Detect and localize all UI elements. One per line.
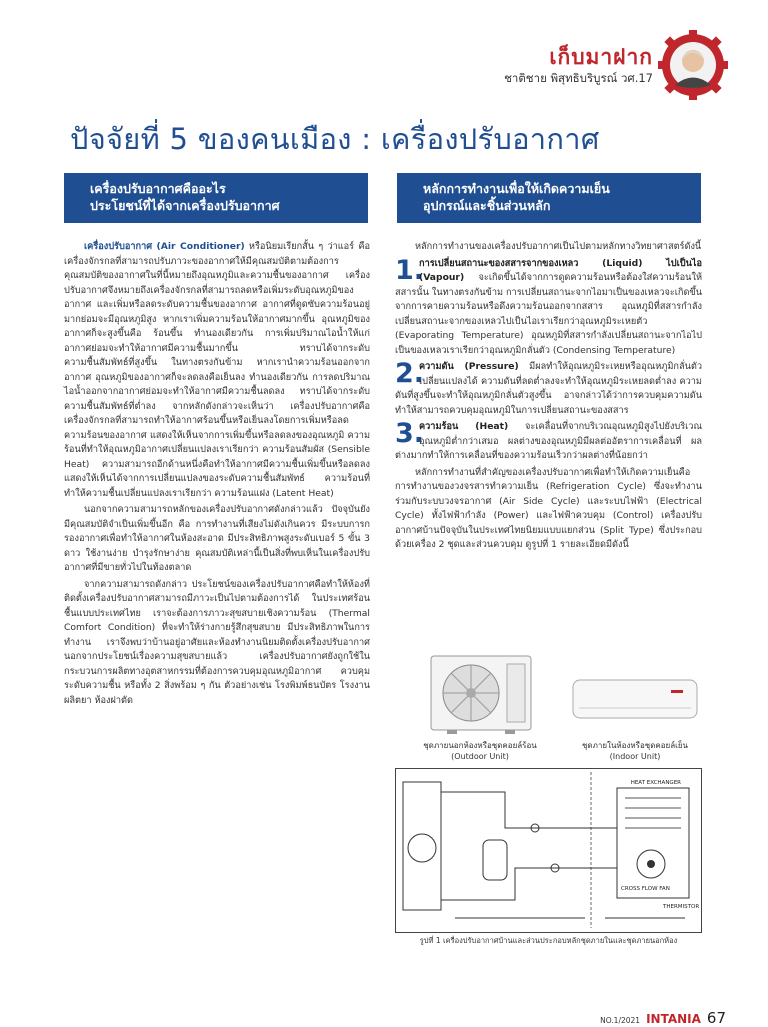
principle-item-2 [395, 360, 702, 418]
column-header [504, 44, 653, 86]
principle-item-3 [395, 420, 702, 464]
schematic-label-cross-flow-fan: CROSS FLOW FAN [621, 886, 670, 892]
outdoor-caption-en: (Outdoor Unit) [451, 752, 509, 761]
refrigeration-schematic [395, 768, 702, 933]
outdoor-unit-caption [405, 740, 555, 762]
indoor-unit-image [571, 676, 699, 724]
item-number: 2. [395, 358, 425, 389]
column-author: ชาติชาย พิสุทธิบริบูรณ์ วศ.17 [504, 71, 653, 85]
right-column [395, 240, 702, 555]
page-footer [600, 1009, 726, 1027]
item-body: จะเคลื่อนที่จากบริเวณอุณหภูมิสูงไปยังบริเวณอุณหภูมิต่ำกว่าเสมอ ผลต่างของอุณหภูมิมีผลต่ออัตราการเคลื่อนที่ ผลต่างมากทำให้การเคลื่อนที่ของความร้อนเร็วกว่าผลต่างที่น้อยกว่า [395, 421, 702, 461]
left-column [64, 240, 370, 710]
item-number: 3. [395, 418, 425, 449]
left-paragraph-1 [64, 240, 370, 501]
issue-number: NO.1/2021 [600, 1016, 641, 1025]
right-paragraph-after: หลักการทำงานที่สำคัญของเครื่องปรับอากาศเพื่อทำให้เกิดความเย็นคือ การทำงานของวงจรสารทำความเย็น (Refrigeration Cycle) ซึ่งจะทำงานร่วมกับระบบวงจรอากาศ (Air Side Cycle) และระบบไฟฟ้า (Electrical Cycle) ทั้งไฟฟ้ากำลัง (Power) และไฟฟ้าควบคุม (Control) เครื่องปรับอากาศบ้านปัจจุบันในประเทศไทยนิยมแบบแยกส่วน (Split Type) ซึ่งประกอบด้วยเครื่อง 2 ชุดและส่วนควบคุม ดูรูปที่ 1 รายละเอียดมีดังนี้ [395, 466, 702, 550]
outdoor-unit-image [427, 654, 535, 736]
item-number: 1. [395, 254, 425, 286]
term-air-conditioner: เครื่องปรับอากาศ (Air Conditioner) [84, 241, 245, 252]
page-title: ปัจจัยที่ 5 ของคนเมือง : เครื่องปรับอากาศ [70, 122, 600, 156]
indoor-caption-en: (Indoor Unit) [609, 752, 661, 761]
schematic-label-heat-exchanger: HEAT EXCHANGER [630, 780, 681, 786]
right-section-heading [397, 173, 701, 223]
figure-caption: รูปที่ 1 เครื่องปรับอากาศบ้านและส่วนประกอบหลักชุดภายในและชุดภายนอกห้อง [419, 936, 678, 945]
item-title: ความร้อน (Heat) [419, 421, 509, 432]
left-paragraph-2: นอกจากความสามารถหลักของเครื่องปรับอากาศดังกล่าวแล้ว ปัจจุบันยังมีคุณสมบัติจำเป็นเพิ่มขึ้นอีก คือ การทำงานที่เสียงไม่ดังเกินควร มีระบบการกรองอากาศเพื่อทำให้อากาศในห้องสะอาด มีประสิทธิภาพสูงระดับเบอร์ 5 ขั้น 3 ดาว ใช้งานง่าย บำรุงรักษาง่าย คุณสมบัติเหล่านี้เป็นสิ่งที่พบเห็นในเครื่องปรับอากาศที่มีขายทั่วไปในท้องตลาด [64, 504, 370, 573]
principle-item-1 [395, 254, 702, 359]
left-paragraph-1-body: หรือนิยมเรียกสั้น ๆ ว่าแอร์ คือเครื่องจักรกลที่สามารถปรับภาวะของอากาศให้มีคุณสมบัติตามต้องการ คุณสมบัติของอากาศในที่นี้หมายถึงอุณหภูมิและความชื้นของอากาศ เครื่องปรับอากาศจึงหมายถึงเครื่องจักรกลที่สามารถลดหรือเพิ่มระดับอุณหภูมิของอากาศ และเพิ่มหรือลดระดับความชื้นของอากาศ อากาศที่ดูดซับความร้อนอยู่มากย่อมจะมีอุณหภูมิสูง หากเราเพิ่มความร้อนให้อากาศมากขึ้น อุณหภูมิของอากาศก็จะสูงขึ้นคือ ร้อนขึ้น ทำนองเดียวกัน การเพิ่มปริมาณไอน้ำให้แก่อากาศย่อมจะทำให้อากาศมีความชื้นมากขึ้น ทราบได้จากระดับความชื้นสัมพัทธ์ที่สูงขึ้น ในทางตรงกันข้าม หากเรานำความร้อนออกจากอากาศ อุณหภูมิของอากาศก็จะลดลงคือเย็นลง ทำนองเดียวกัน การลดปริมาณไอน้ำออกจากอากาศย่อมจะทำให้อากาศมีความชื้นลดลง ทราบได้จากระดับความชื้นสัมพัทธ์ที่ต่ำลง จากหลักดังกล่าวจะเห็นว่า เครื่องปรับอากาศคือเครื่องจักรกลที่สามารถทำให้อากาศร้อนขึ้นหรือเย็นลงโดยการเพิ่มหรือลดความร้อนของอากาศ แสดงให้เห็นจากการเพิ่มขึ้นหรือลดลงของอุณหภูมิ ความร้อนที่ทำให้อุณหภูมิอากาศเปลี่ยนแปลงเราเรียกว่า ความร้อนสัมผัส (Sensible Heat) ความสามารถอีกด้านหนึ่งคือทำให้อากาศมีความชื้นเพิ่มขึ้นหรือลดลง แสดงให้เห็นได้จากการเปลี่ยนแปลงของระดับความชื้นสัมพัทธ์ ความร้อนที่ทำให้ความชื้นเปลี่ยนแปลงเราเรียกว่า ความร้อนแฝง (Latent Heat) [64, 241, 370, 499]
author-avatar [658, 30, 728, 100]
outdoor-caption-th: ชุดภายนอกห้องหรือชุดคอยล์ร้อน [423, 741, 537, 750]
page-number: 67 [706, 1009, 726, 1027]
left-paragraph-3: จากความสามารถดังกล่าว ประโยชน์ของเครื่องปรับอากาศคือทำให้ห้องที่ติดตั้งเครื่องปรับอากาศสามารถมีภาวะเป็นไปตามต้องการได้ ในประเทศร้อนชื้นแบบประเทศไทย เราจะต้องการภาวะสุขสบายเชิงความร้อน (Thermal Comfort Condition) ที่จะทำให้ร่างกายรู้สึกสุขสบาย มีประสิทธิภาพในการทำงาน เราจึงพบว่าบ้านอยู่อาศัยและห้องทำงานนิยมติดตั้งเครื่องปรับอากาศ นอกจากประโยชน์เรื่องความสุขสบายแล้ว เครื่องปรับอากาศยังถูกใช้ในกระบวนการผลิตทางอุตสาหกรรมที่ต้องการควบคุมอุณหภูมิอากาศ ควบคุมระดับความชื้น หรือทั้ง 2 สิ่งพร้อม ๆ กัน ตัวอย่างเช่น โรงพิมพ์ธนบัตร โรงงานผลิตยา ห้องผ่าตัด [64, 578, 370, 706]
item-body: มีผลทำให้อุณหภูมิระเหยหรืออุณหภูมิกลั่นตัวเปลี่ยนแปลงได้ ความดันที่ลดต่ำลงจะทำให้อุณหภูมิระเหยลดต่ำลง ความดันที่สูงขึ้นจะทำให้อุณหภูมิกลั่นตัวสูงขึ้น อาจกล่าวได้ว่าการควบคุมความดันทำให้สามารถควบคุมอุณหภูมิในการเปลี่ยนสถานะของสสาร [395, 361, 702, 416]
left-section-heading [64, 173, 368, 223]
item-body: จะเกิดขึ้นได้จากการดูดความร้อนหรือต้องใส่ความร้อนให้สสารนั้น ในทางตรงกันข้าม การเปลี่ยนสถานะจากไอมาเป็นของเหลวจะเกิดขึ้นจากการคายความร้อนหรือดึงความร้อนออกจากสสาร อุณหภูมิที่สสารกำลังเปลี่ยนสถานะจากของเหลวไปเป็นไอเราเรียกว่าอุณหภูมิระเหยตัว (Evaporating Temperature) อุณหภูมิที่สสารกำลังเปลี่ยนสถานะจากไอไปเป็นของเหลวเราเรียกว่าอุณหภูมิกลั่นตัว (Condensing Temperature) [395, 272, 702, 356]
indoor-unit-caption [565, 740, 705, 762]
item-title: ความดัน (Pressure) [419, 361, 519, 372]
schematic-label-thermistor: THERMISTOR [663, 904, 700, 910]
item-title: การเปลี่ยนสถานะของสสารจากของเหลว (Liquid) ไปเป็นไอ (Vapour) [419, 257, 702, 283]
left-heading-line2: ประโยชน์ที่ได้จากเครื่องปรับอากาศ [90, 198, 280, 213]
right-intro: หลักการทำงานของเครื่องปรับอากาศเป็นไปตามหลักทางวิทยาศาสตร์ดังนี้ [415, 241, 702, 252]
left-heading-line1: เครื่องปรับอากาศคืออะไร [90, 181, 226, 196]
figure-1 [395, 650, 702, 955]
column-title: เก็บมาฝาก [549, 45, 653, 69]
right-heading-line1: หลักการทำงานเพื่อให้เกิดความเย็น [423, 181, 610, 196]
indoor-caption-th: ชุดภายในห้องหรือชุดคอยล์เย็น [581, 741, 689, 750]
magazine-name: INTANIA [646, 1012, 701, 1026]
right-heading-line2: อุปกรณ์และชิ้นส่วนหลัก [423, 198, 551, 213]
